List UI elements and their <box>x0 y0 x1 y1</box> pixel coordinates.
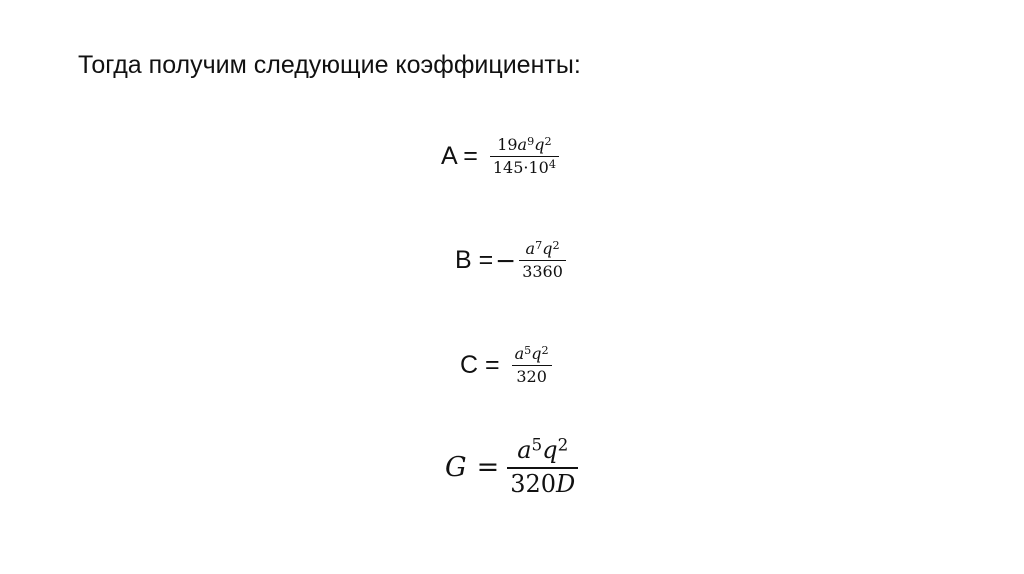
equation-c-numerator <box>512 345 552 363</box>
equation-c-fraction <box>512 345 552 387</box>
fraction-bar <box>490 156 559 157</box>
equation-a-den-base: 145·10 <box>492 158 549 178</box>
fraction-bar <box>519 260 566 261</box>
equation-b-num-var2: q <box>542 239 553 258</box>
equation-g-equals: = <box>476 452 500 484</box>
equation-g-fraction <box>507 434 578 498</box>
equation-a-lhs: A = <box>441 142 478 171</box>
equation-g-numerator <box>514 434 571 465</box>
fraction-bar <box>507 467 578 469</box>
slide-title: Тогда получим следующие коэффициенты: <box>78 51 581 79</box>
equation-b-num-exp1: 7 <box>535 238 543 252</box>
equation-a-denominator <box>490 159 559 177</box>
equation-g-den-var: D <box>556 469 576 498</box>
equation-a <box>441 136 559 178</box>
equation-g <box>445 434 578 498</box>
equation-c-num-exp1: 5 <box>524 343 532 357</box>
equation-a-num-exp2: 2 <box>544 134 552 148</box>
equation-g-den-num: 320 <box>510 469 557 498</box>
equation-b <box>455 240 566 282</box>
equation-b-minus-sign: − <box>495 246 517 276</box>
equation-g-num-var2: q <box>542 436 558 464</box>
equation-c-num-var1: a <box>514 344 525 363</box>
equation-c-num-var2: q <box>531 344 542 363</box>
equation-c-lhs: C = <box>460 351 500 380</box>
equation-g-denominator <box>507 471 578 499</box>
equation-a-num-var1: a <box>517 135 528 154</box>
equation-c <box>460 345 552 387</box>
equation-b-lhs: B = <box>455 246 494 275</box>
equation-c-denominator: 320 <box>516 367 547 387</box>
equation-g-lhs: G <box>445 452 467 484</box>
equation-g-num-var1: a <box>517 436 532 464</box>
equation-a-den-exp: 4 <box>548 158 556 172</box>
equation-a-num-exp1: 9 <box>527 134 535 148</box>
equation-b-fraction <box>519 240 566 282</box>
equation-c-num-exp2: 2 <box>541 343 549 357</box>
equation-b-denominator: 3360 <box>522 262 563 282</box>
equation-a-numerator <box>494 136 554 154</box>
equation-b-num-exp2: 2 <box>552 238 560 252</box>
equation-a-num-var2: q <box>534 135 545 154</box>
equation-a-num-coef: 19 <box>497 135 518 154</box>
equation-a-fraction <box>490 136 559 178</box>
equation-b-numerator <box>523 240 563 258</box>
fraction-bar <box>512 365 552 366</box>
equation-g-num-exp2: 2 <box>557 434 569 455</box>
equation-g-num-exp1: 5 <box>531 434 543 455</box>
equation-b-num-var1: a <box>525 239 536 258</box>
